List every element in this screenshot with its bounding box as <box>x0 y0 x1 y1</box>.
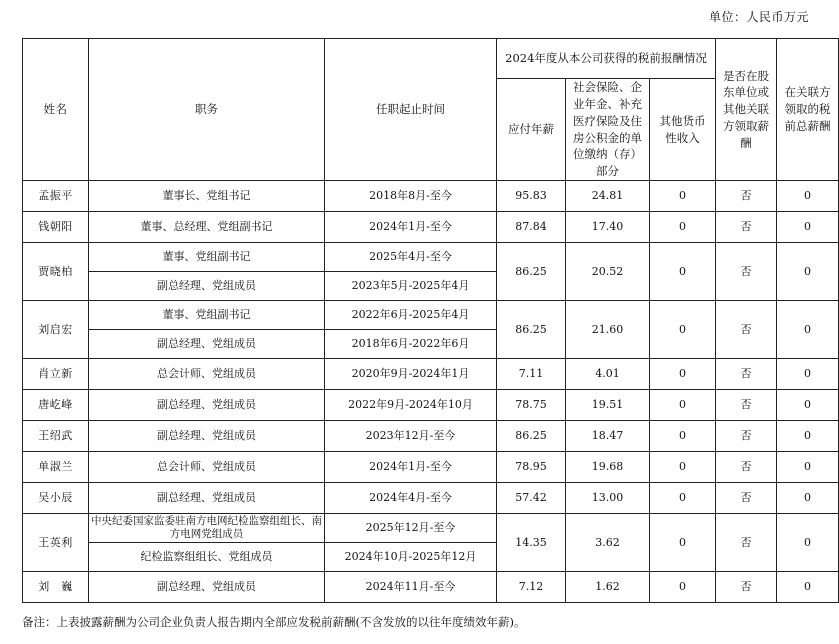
position-cell: 副总经理、党组成员 <box>89 483 325 514</box>
table-row <box>23 301 839 330</box>
position-cell: 副总经理、党组成员 <box>89 421 325 452</box>
person-name: 王绍武 <box>23 421 89 452</box>
social-insurance-cell: 21.60 <box>566 301 650 359</box>
related-party-cell: 否 <box>716 514 777 572</box>
related-party-cell: 否 <box>716 301 777 359</box>
header-name: 姓名 <box>23 39 89 181</box>
person-name: 刘 巍 <box>23 572 89 603</box>
header-position: 职务 <box>89 39 325 181</box>
salary-cell: 78.95 <box>497 452 566 483</box>
header-social-insurance: 社会保险、企业年金、补充医疗保险及住房公积金的单位缴纳（存）部分 <box>566 79 650 181</box>
related-party-cell: 否 <box>716 483 777 514</box>
salary-cell: 14.35 <box>497 514 566 572</box>
social-insurance-cell: 19.68 <box>566 452 650 483</box>
social-insurance-cell: 19.51 <box>566 390 650 421</box>
unit-label: 单位：人民币万元 <box>708 10 809 24</box>
tenure-cell: 2024年1月-至今 <box>325 212 497 243</box>
position-cell: 副总经理、党组成员 <box>89 272 325 301</box>
person-name: 刘启宏 <box>23 301 89 359</box>
other-income-cell: 0 <box>650 243 716 301</box>
tenure-cell: 2025年12月-至今 <box>325 514 497 543</box>
position-cell: 纪检监察组组长、党组成员 <box>89 543 325 572</box>
position-cell: 总会计师、党组成员 <box>89 452 325 483</box>
header-related-party: 是否在股东单位或其他关联方领取薪酬 <box>716 39 777 181</box>
position-cell: 副总经理、党组成员 <box>89 330 325 359</box>
tenure-cell: 2024年4月-至今 <box>325 483 497 514</box>
related-total-cell: 0 <box>777 421 839 452</box>
table-row <box>23 421 839 452</box>
salary-cell: 86.25 <box>497 301 566 359</box>
person-name: 唐屹峰 <box>23 390 89 421</box>
related-total-cell: 0 <box>777 301 839 359</box>
tenure-cell: 2018年6月-2022年6月 <box>325 330 497 359</box>
salary-cell: 87.84 <box>497 212 566 243</box>
salary-cell: 86.25 <box>497 243 566 301</box>
related-total-cell: 0 <box>777 359 839 390</box>
other-income-cell: 0 <box>650 212 716 243</box>
related-party-cell: 否 <box>716 181 777 212</box>
table-header <box>23 39 839 181</box>
person-name: 贾晓柏 <box>23 243 89 301</box>
position-cell: 董事、党组副书记 <box>89 243 325 272</box>
person-name: 吴小辰 <box>23 483 89 514</box>
other-income-cell: 0 <box>650 301 716 359</box>
tenure-cell: 2024年11月-至今 <box>325 572 497 603</box>
salary-cell: 7.12 <box>497 572 566 603</box>
person-name: 孟振平 <box>23 181 89 212</box>
header-other-income: 其他货币性收入 <box>650 79 716 181</box>
table-row <box>23 514 839 543</box>
other-income-cell: 0 <box>650 181 716 212</box>
related-party-cell: 否 <box>716 421 777 452</box>
related-total-cell: 0 <box>777 212 839 243</box>
other-income-cell: 0 <box>650 390 716 421</box>
header-related-total: 在关联方领取的税前总薪酬 <box>777 39 839 181</box>
tenure-cell: 2024年10月-2025年12月 <box>325 543 497 572</box>
other-income-cell: 0 <box>650 452 716 483</box>
table-row <box>23 390 839 421</box>
footnote: 备注：上表披露薪酬为公司企业负责人报告期内全部应发税前薪酬(不含发放的以往年度绩效年薪)。 <box>22 615 526 629</box>
position-cell: 董事长、党组书记 <box>89 181 325 212</box>
position-cell: 董事、党组副书记 <box>89 301 325 330</box>
other-income-cell: 0 <box>650 572 716 603</box>
related-party-cell: 否 <box>716 359 777 390</box>
header-compensation-group: 2024年度从本公司获得的税前报酬情况 <box>497 39 716 79</box>
social-insurance-cell: 1.62 <box>566 572 650 603</box>
table-row <box>23 572 839 603</box>
other-income-cell: 0 <box>650 359 716 390</box>
salary-cell: 78.75 <box>497 390 566 421</box>
tenure-cell: 2025年4月-至今 <box>325 243 497 272</box>
person-name: 钱朝阳 <box>23 212 89 243</box>
salary-cell: 86.25 <box>497 421 566 452</box>
tenure-cell: 2023年5月-2025年4月 <box>325 272 497 301</box>
tenure-cell: 2022年6月-2025年4月 <box>325 301 497 330</box>
social-insurance-cell: 17.40 <box>566 212 650 243</box>
related-party-cell: 否 <box>716 212 777 243</box>
table-row <box>23 212 839 243</box>
table-row <box>23 452 839 483</box>
person-name: 肖立新 <box>23 359 89 390</box>
position-cell: 副总经理、党组成员 <box>89 390 325 421</box>
tenure-cell: 2020年9月-2024年1月 <box>325 359 497 390</box>
social-insurance-cell: 13.00 <box>566 483 650 514</box>
table-row <box>23 181 839 212</box>
salary-cell: 95.83 <box>497 181 566 212</box>
salary-cell: 57.42 <box>497 483 566 514</box>
tenure-cell: 2023年12月-至今 <box>325 421 497 452</box>
social-insurance-cell: 4.01 <box>566 359 650 390</box>
compensation-table <box>22 38 839 603</box>
position-cell: 董事、总经理、党组副书记 <box>89 212 325 243</box>
related-party-cell: 否 <box>716 452 777 483</box>
social-insurance-cell: 18.47 <box>566 421 650 452</box>
position-cell: 副总经理、党组成员 <box>89 572 325 603</box>
salary-cell: 7.11 <box>497 359 566 390</box>
other-income-cell: 0 <box>650 514 716 572</box>
social-insurance-cell: 20.52 <box>566 243 650 301</box>
related-total-cell: 0 <box>777 514 839 572</box>
tenure-cell: 2022年9月-2024年10月 <box>325 390 497 421</box>
tenure-cell: 2024年1月-至今 <box>325 452 497 483</box>
table-body <box>23 181 839 603</box>
person-name: 王英利 <box>23 514 89 572</box>
related-total-cell: 0 <box>777 390 839 421</box>
social-insurance-cell: 3.62 <box>566 514 650 572</box>
related-total-cell: 0 <box>777 452 839 483</box>
header-salary: 应付年薪 <box>497 79 566 181</box>
related-total-cell: 0 <box>777 572 839 603</box>
position-cell: 总会计师、党组成员 <box>89 359 325 390</box>
table-row <box>23 483 839 514</box>
other-income-cell: 0 <box>650 483 716 514</box>
table-row <box>23 243 839 272</box>
table-row <box>23 359 839 390</box>
tenure-cell: 2018年8月-至今 <box>325 181 497 212</box>
related-total-cell: 0 <box>777 483 839 514</box>
related-party-cell: 否 <box>716 572 777 603</box>
header-tenure: 任职起止时间 <box>325 39 497 181</box>
other-income-cell: 0 <box>650 421 716 452</box>
related-total-cell: 0 <box>777 181 839 212</box>
social-insurance-cell: 24.81 <box>566 181 650 212</box>
related-party-cell: 否 <box>716 243 777 301</box>
related-party-cell: 否 <box>716 390 777 421</box>
position-cell: 中央纪委国家监委驻南方电网纪检监察组组长、南方电网党组成员 <box>89 514 325 543</box>
related-total-cell: 0 <box>777 243 839 301</box>
person-name: 单淑兰 <box>23 452 89 483</box>
